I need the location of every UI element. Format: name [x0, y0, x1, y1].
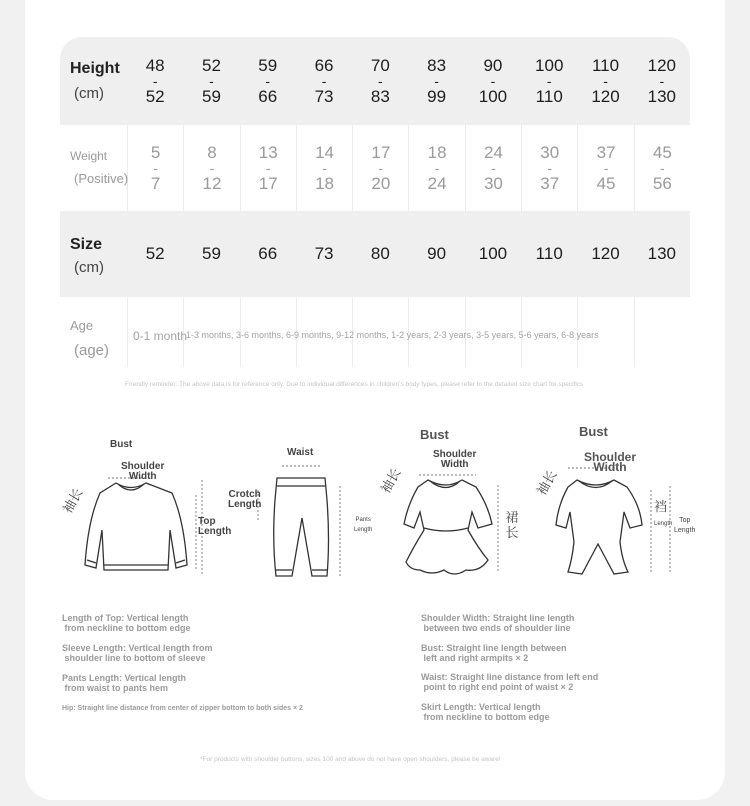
height-range-from: 59	[258, 56, 278, 75]
height-range-from: 66	[314, 56, 334, 75]
height-range-cell	[296, 37, 352, 125]
size-value: 120	[591, 244, 620, 263]
size-value: 59	[201, 244, 221, 263]
dress-shoulder-label: Shoulder Width	[433, 449, 477, 470]
weight-range-dash: -	[659, 160, 665, 176]
weight-range-cell	[577, 125, 633, 211]
size-row	[60, 211, 690, 297]
height-label: Height	[70, 60, 120, 77]
weight-label: Weight	[70, 149, 108, 163]
height-range-from: 70	[370, 56, 390, 75]
size-unit: (cm)	[74, 259, 104, 276]
weight-range-cell	[296, 125, 352, 211]
weight-row	[60, 125, 690, 211]
sweater-sleeve-label: 袖长	[59, 485, 86, 516]
height-range-to: 100	[478, 87, 508, 106]
weight-range-dash: -	[547, 160, 553, 176]
size-header	[60, 211, 127, 297]
height-range-to: 73	[314, 87, 334, 106]
definition-skirt-length: Skirt Length: Vertical length from neckline to bottom edge	[421, 702, 550, 722]
height-range-dash: -	[490, 73, 496, 89]
romper-bust-label: Bust	[579, 424, 608, 439]
height-range-dash: -	[378, 73, 383, 89]
weight-range-cell	[634, 125, 690, 211]
weight-range-to: 20	[371, 174, 391, 193]
weight-cells	[127, 125, 690, 211]
age-header	[60, 297, 127, 367]
height-range-dash: -	[265, 73, 271, 89]
weight-range-from: 24	[483, 143, 503, 162]
weight-range-cell	[352, 125, 408, 211]
definition-shoulder-width: Shoulder Width: Straight line length between two ends of shoulder line	[421, 613, 575, 633]
romper-top-length-label: Top Length	[674, 517, 696, 534]
weight-range-cell	[127, 125, 183, 211]
height-range-dash: -	[321, 73, 327, 89]
height-range-cell	[521, 37, 577, 125]
height-range-from: 120	[647, 56, 676, 75]
height-range-dash: -	[546, 73, 552, 89]
age-unit: (age)	[74, 342, 110, 359]
weight-range-to: 18	[315, 174, 334, 193]
sweater-shoulder-label: Shoulder Width	[121, 461, 165, 482]
height-range-from: 52	[201, 56, 221, 75]
definition-pants-length: Pants Length: Vertical length from waist to pants hem	[62, 673, 187, 693]
size-value: 52	[145, 244, 165, 263]
weight-range-dash: -	[378, 160, 384, 176]
weight-range-to: 12	[202, 174, 222, 193]
height-range-to: 120	[591, 87, 620, 106]
height-range-dash: -	[659, 73, 665, 89]
height-range-to: 110	[535, 87, 563, 106]
weight-range-to: 24	[427, 174, 447, 193]
height-range-dash: -	[434, 73, 439, 89]
definition-sleeve-length: Sleeve Length: Vertical length from shoulder line to bottom of sleeve	[62, 643, 213, 663]
romper-crotch-length-label: Length	[654, 521, 673, 527]
height-range-to: 130	[647, 87, 676, 106]
dress-illustration	[404, 480, 492, 574]
weight-range-to: 37	[540, 174, 560, 193]
height-range-from: 48	[145, 56, 165, 75]
weight-range-to: 30	[483, 174, 503, 193]
weight-range-dash: -	[209, 160, 215, 176]
romper-sleeve-label: 袖长	[533, 467, 560, 498]
measurement-diagrams	[0, 420, 750, 600]
height-range-dash: -	[152, 73, 158, 89]
sweater-bust-label: Bust	[110, 439, 133, 450]
size-value: 66	[258, 244, 278, 263]
height-range-from: 90	[483, 56, 503, 75]
weight-range-to: 17	[258, 174, 278, 193]
romper-shoulder-label: Shoulder Width	[584, 450, 637, 474]
weight-range-from: 5	[150, 143, 161, 162]
size-value: 90	[427, 244, 447, 263]
height-range-cell	[465, 37, 521, 125]
romper-crotch-label: 裆	[654, 499, 668, 514]
height-range-dash: -	[603, 73, 608, 89]
weight-range-to: 45	[596, 174, 616, 193]
weight-range-cell	[408, 125, 464, 211]
height-range-cell	[577, 37, 633, 125]
height-range-cell	[634, 37, 690, 125]
age-row	[60, 297, 690, 367]
age-other-values: 1-3 months, 3-6 months, 6-9 months, 9-12 months, 1-2 years, 2-3 years, 3-5 years, 5-6 years, 6-8 years	[186, 330, 599, 340]
weight-range-from: 18	[427, 143, 447, 162]
height-range-cell	[352, 37, 408, 125]
height-range-to: 83	[370, 87, 390, 106]
size-cells	[127, 211, 690, 297]
weight-range-from: 17	[371, 143, 391, 162]
height-cells	[127, 37, 690, 125]
weight-range-from: 37	[596, 143, 616, 162]
height-range-cell	[408, 37, 464, 125]
weight-range-dash: -	[434, 160, 440, 176]
age-cell	[634, 297, 690, 367]
weight-range-dash: -	[265, 160, 271, 176]
weight-range-cell	[465, 125, 521, 211]
weight-range-dash: -	[322, 160, 327, 176]
weight-range-dash: -	[491, 160, 496, 176]
weight-range-from: 30	[540, 143, 560, 162]
size-value: 80	[370, 244, 390, 263]
weight-header	[60, 125, 127, 211]
size-value: 73	[314, 244, 334, 263]
age-label: Age	[70, 318, 94, 333]
height-range-to: 66	[258, 87, 278, 106]
height-range-from: 110	[591, 56, 620, 75]
weight-range-dash: -	[153, 160, 158, 176]
dress-bust-label: Bust	[420, 427, 449, 442]
pants-waist-label: Waist	[287, 447, 314, 458]
height-range-to: 52	[145, 87, 165, 106]
size-value: 100	[478, 244, 508, 263]
definition-bust: Bust: Straight line length between left and right armpits × 2	[421, 643, 567, 663]
height-range-to: 99	[427, 87, 447, 106]
height-range-cell	[183, 37, 239, 125]
weight-range-dash: -	[603, 160, 609, 176]
height-row	[60, 37, 690, 125]
shoulder-button-footnote: *For products with shoulder buttons, sizes 100 and above do not have open shoulders, please be aware!	[200, 756, 501, 763]
weight-range-to: 7	[150, 174, 161, 193]
age-first-value: 0-1 month	[133, 329, 188, 343]
height-range-cell	[240, 37, 296, 125]
height-range-cell	[127, 37, 183, 125]
sweater-illustration	[85, 483, 187, 570]
height-header	[60, 37, 127, 125]
friendly-reminder: Friendly reminder: The above data is for reference only. Due to individual differences in children's body types, please refer to the detailed size chart for specifics	[125, 381, 584, 388]
height-range-dash: -	[209, 73, 214, 89]
weight-range-from: 14	[315, 143, 334, 162]
height-range-to: 59	[201, 87, 221, 106]
sweater-top-length-label: Top Length	[198, 516, 232, 537]
size-table	[60, 37, 690, 367]
weight-range-cell	[183, 125, 239, 211]
dress-sleeve-label: 袖长	[377, 465, 404, 496]
weight-range-to: 56	[652, 174, 672, 193]
definition-hip: Hip: Straight line distance from center of zipper bottom to both sides × 2	[62, 705, 303, 712]
size-value: 130	[647, 244, 676, 263]
definition-top-length: Length of Top: Vertical length from neckline to bottom edge	[62, 613, 191, 633]
pants-length-label: Pants Length	[354, 517, 373, 533]
size-value: 110	[535, 244, 563, 263]
weight-range-from: 45	[652, 143, 672, 162]
size-label: Size	[70, 236, 103, 253]
romper-illustration	[556, 480, 642, 574]
weight-range-cell	[240, 125, 296, 211]
height-range-from: 83	[427, 56, 447, 75]
pants-crotch-label: Crotch Length	[228, 489, 262, 510]
dress-skirt-length-label: 裙长	[505, 510, 519, 540]
height-range-from: 100	[535, 56, 564, 75]
weight-range-from: 13	[258, 143, 278, 162]
pants-illustration	[274, 478, 329, 576]
weight-range-from: 8	[207, 143, 217, 162]
weight-range-cell	[521, 125, 577, 211]
weight-unit: (Positive)	[74, 171, 129, 186]
definition-waist: Waist: Straight line distance from left end point to right end point of waist × 2	[421, 672, 599, 692]
height-unit: (cm)	[74, 85, 104, 102]
